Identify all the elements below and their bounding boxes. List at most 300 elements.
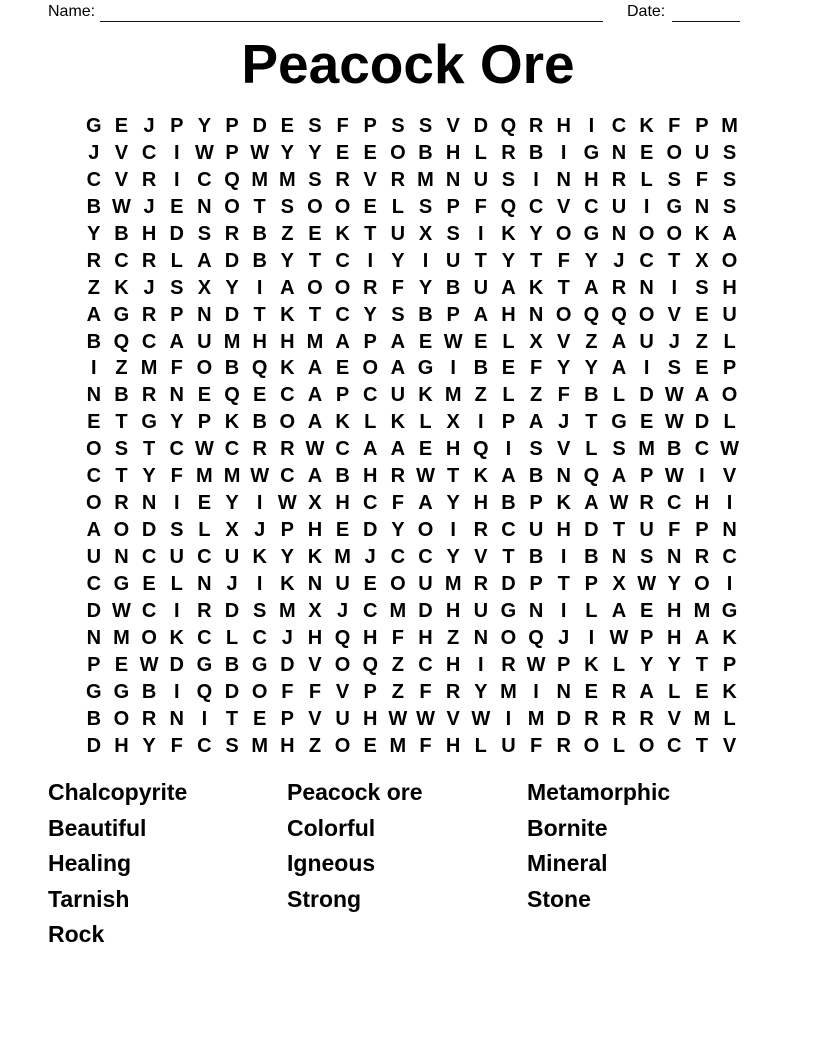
grid-letter-r20-c13: H xyxy=(418,626,433,649)
grid-letter-r4-c3: J xyxy=(143,195,155,218)
grid-letter-r4-c13: S xyxy=(418,195,433,218)
grid-letter-r22-c14: R xyxy=(445,680,461,703)
grid-letter-r19-c18: I xyxy=(560,599,567,622)
grid-letter-r2-c10: E xyxy=(335,141,350,164)
grid-letter-r1-c24: M xyxy=(721,115,738,137)
grid-letter-r20-c23: A xyxy=(694,626,710,649)
grid-letter-r2-c11: E xyxy=(363,141,377,164)
grid-letter-r10-c13: G xyxy=(417,357,434,380)
grid-letter-r17-c8: Y xyxy=(280,546,294,568)
grid-letter-r20-c14: Z xyxy=(447,626,460,649)
grid-letter-r9-c4: A xyxy=(169,330,184,353)
grid-letter-r22-c24: K xyxy=(722,680,737,703)
grid-letter-r24-c5: C xyxy=(197,734,212,757)
grid-letter-r10-c17: F xyxy=(529,357,543,380)
grid-letter-r5-c22: O xyxy=(666,222,683,245)
grid-letter-r16-c14: I xyxy=(450,519,456,542)
grid-letter-r24-c13: F xyxy=(419,734,432,757)
grid-letter-r3-c24: S xyxy=(722,168,737,191)
grid-letter-r3-c23: F xyxy=(695,168,709,191)
grid-letter-r21-c6: B xyxy=(224,653,240,676)
grid-letter-r11-c6: Q xyxy=(224,384,240,407)
grid-letter-r3-c8: M xyxy=(278,168,296,191)
grid-letter-r13-c6: C xyxy=(224,438,240,461)
grid-letter-r9-c18: V xyxy=(557,330,571,353)
grid-letter-r5-c2: B xyxy=(114,222,129,245)
grid-letter-r6-c4: L xyxy=(170,249,183,272)
grid-letter-r11-c11: C xyxy=(363,384,378,407)
grid-letter-r8-c5: N xyxy=(197,303,212,326)
grid-letter-r14-c1: C xyxy=(86,465,102,488)
grid-letter-r21-c23: T xyxy=(695,653,709,676)
grid-letter-r2-c13: B xyxy=(418,141,433,164)
grid-letter-r13-c20: S xyxy=(612,438,626,461)
grid-letter-r9-c9: M xyxy=(306,330,324,353)
grid-letter-r12-c19: T xyxy=(585,411,598,434)
grid-letter-r2-c16: R xyxy=(501,141,516,164)
grid-letter-r15-c19: A xyxy=(584,492,599,515)
grid-letter-r9-c7: H xyxy=(252,330,267,353)
grid-letter-r2-c12: O xyxy=(390,141,406,164)
grid-letter-r5-c23: K xyxy=(694,222,710,245)
grid-letter-r4-c24: S xyxy=(722,195,737,218)
grid-letter-r16-c5: L xyxy=(198,519,211,542)
grid-letter-r1-c8: E xyxy=(280,115,294,137)
grid-letter-r15-c14: Y xyxy=(446,492,460,515)
grid-letter-r13-c14: H xyxy=(445,438,461,461)
grid-letter-r16-c13: O xyxy=(417,519,434,542)
grid-letter-r14-c20: A xyxy=(611,465,627,488)
grid-letter-r9-c24: L xyxy=(723,330,736,353)
grid-letter-r18-c23: O xyxy=(694,572,710,595)
grid-letter-r15-c4: I xyxy=(173,492,180,515)
grid-letter-r15-c7: I xyxy=(256,492,263,515)
grid-letter-r24-c17: F xyxy=(529,734,543,757)
grid-letter-r10-c20: A xyxy=(611,357,627,380)
grid-letter-r18-c6: J xyxy=(226,572,238,595)
grid-letter-r16-c4: S xyxy=(170,519,184,542)
grid-letter-r12-c4: Y xyxy=(170,411,184,434)
grid-letter-r6-c22: T xyxy=(668,249,681,272)
grid-letter-r2-c14: H xyxy=(445,141,461,164)
grid-letter-r20-c18: J xyxy=(558,626,570,649)
grid-letter-r8-c3: R xyxy=(141,303,157,326)
grid-letter-r21-c18: P xyxy=(557,653,571,676)
grid-letter-r1-c19: I xyxy=(588,115,595,137)
word-list-column-3 xyxy=(527,775,766,953)
grid-letter-r6-c2: C xyxy=(114,249,129,272)
grid-letter-r20-c1: N xyxy=(86,626,102,649)
grid-letter-r9-c5: U xyxy=(197,330,212,353)
grid-letter-r17-c21: S xyxy=(639,546,654,568)
grid-letter-r7-c20: R xyxy=(611,276,627,299)
grid-letter-r5-c7: B xyxy=(252,222,267,245)
grid-letter-r21-c21: Y xyxy=(639,653,654,676)
grid-letter-r24-c2: H xyxy=(114,734,129,757)
grid-letter-r15-c6: Y xyxy=(225,492,239,515)
grid-letter-r2-c24: S xyxy=(722,141,737,164)
grid-letter-r4-c1: B xyxy=(86,195,102,218)
grid-letter-r8-c14: P xyxy=(446,303,460,326)
grid-letter-r18-c12: O xyxy=(390,572,406,595)
grid-letter-r10-c8: K xyxy=(280,357,295,380)
grid-letter-r5-c16: K xyxy=(501,222,516,245)
grid-letter-r20-c2: M xyxy=(113,626,130,649)
grid-letter-r16-c10: E xyxy=(335,519,350,542)
grid-letter-r23-c14: V xyxy=(446,707,460,730)
grid-letter-r3-c18: N xyxy=(556,168,571,191)
grid-letter-r11-c2: B xyxy=(114,384,129,407)
grid-letter-r21-c16: R xyxy=(501,653,516,676)
grid-letter-r16-c3: D xyxy=(141,519,157,542)
grid-letter-r2-c1: J xyxy=(88,141,100,164)
grid-letter-r22-c1: G xyxy=(86,680,102,703)
grid-letter-r3-c22: S xyxy=(667,168,681,191)
grid-letter-r15-c11: C xyxy=(363,492,378,515)
grid-letter-r14-c2: T xyxy=(115,465,128,488)
grid-letter-r21-c8: D xyxy=(280,653,295,676)
grid-letter-r23-c21: R xyxy=(639,707,654,730)
grid-letter-r10-c4: F xyxy=(170,357,183,380)
grid-letter-r9-c3: C xyxy=(141,330,157,353)
grid-letter-r23-c24: L xyxy=(723,707,736,730)
grid-letter-r15-c18: K xyxy=(556,492,571,515)
grid-letter-r17-c14: Y xyxy=(446,546,460,568)
grid-letter-r8-c12: S xyxy=(391,303,405,326)
grid-letter-r10-c12: A xyxy=(390,357,406,380)
grid-letter-r6-c16: Y xyxy=(501,249,516,272)
grid-letter-r23-c3: R xyxy=(141,707,157,730)
grid-letter-r23-c8: P xyxy=(280,707,294,730)
grid-letter-r8-c2: G xyxy=(113,303,130,326)
grid-letter-r12-c5: P xyxy=(197,411,212,434)
grid-letter-r4-c8: S xyxy=(280,195,294,218)
word-item: Colorful xyxy=(287,814,376,841)
grid-letter-r14-c8: C xyxy=(280,465,295,488)
grid-letter-r12-c22: W xyxy=(664,411,684,434)
grid-letter-r1-c23: P xyxy=(695,115,709,137)
grid-letter-r22-c13: F xyxy=(419,680,432,703)
grid-letter-r11-c12: U xyxy=(390,384,406,407)
word-item: Igneous xyxy=(287,850,376,877)
grid-letter-r19-c2: W xyxy=(112,599,131,622)
grid-letter-r10-c19: Y xyxy=(584,357,599,380)
grid-letter-r12-c20: G xyxy=(611,411,627,434)
grid-letter-r8-c4: P xyxy=(170,303,184,326)
grid-letter-r23-c10: U xyxy=(335,707,350,730)
grid-letter-r24-c14: H xyxy=(445,734,461,757)
grid-letter-r22-c6: D xyxy=(224,680,240,703)
grid-letter-r5-c11: T xyxy=(364,222,377,245)
grid-letter-r5-c21: O xyxy=(638,222,655,245)
grid-letter-r22-c21: A xyxy=(639,680,654,703)
grid-letter-r8-c23: E xyxy=(695,303,709,326)
grid-letter-r8-c18: O xyxy=(555,303,572,326)
grid-letter-r23-c4: N xyxy=(169,707,184,730)
grid-letter-r7-c12: F xyxy=(391,276,404,299)
grid-letter-r5-c9: E xyxy=(308,222,322,245)
grid-letter-r23-c1: B xyxy=(86,707,102,730)
grid-letter-r24-c6: S xyxy=(225,734,239,757)
grid-letter-r17-c3: C xyxy=(141,546,157,568)
grid-letter-r4-c17: C xyxy=(528,195,544,218)
grid-letter-r21-c14: H xyxy=(445,653,461,676)
grid-letter-r12-c3: G xyxy=(141,411,157,434)
grid-letter-r11-c13: K xyxy=(418,384,433,407)
word-item: Healing xyxy=(48,850,132,877)
grid-letter-r4-c12: L xyxy=(391,195,404,218)
grid-letter-r19-c22: H xyxy=(667,599,682,622)
grid-letter-r19-c12: M xyxy=(389,599,407,622)
grid-letter-r23-c11: H xyxy=(363,707,378,730)
grid-letter-r18-c21: W xyxy=(637,572,657,595)
grid-letter-r24-c19: O xyxy=(583,734,600,757)
grid-letter-r13-c24: W xyxy=(720,438,739,461)
grid-letter-r20-c15: N xyxy=(473,626,489,649)
grid-letter-r17-c12: C xyxy=(390,546,406,568)
grid-letter-r1-c3: J xyxy=(143,115,155,137)
grid-letter-r17-c22: N xyxy=(667,546,682,568)
grid-letter-r23-c9: V xyxy=(308,707,322,730)
grid-letter-r15-c15: H xyxy=(473,492,489,515)
grid-letter-r20-c21: P xyxy=(639,626,654,649)
grid-letter-r1-c12: S xyxy=(391,115,405,137)
grid-letter-r13-c23: C xyxy=(694,438,710,461)
grid-letter-r17-c17: B xyxy=(528,546,544,568)
grid-letter-r5-c8: Z xyxy=(281,222,294,245)
name-label: Name: xyxy=(48,3,96,20)
grid-letter-r24-c16: U xyxy=(501,734,516,757)
grid-letter-r2-c2: V xyxy=(114,141,129,164)
grid-letter-r4-c7: T xyxy=(253,195,266,218)
grid-letter-r7-c24: H xyxy=(722,276,737,299)
grid-letter-r12-c9: A xyxy=(307,411,323,434)
grid-letter-r3-c14: N xyxy=(445,168,461,191)
grid-letter-r22-c22: L xyxy=(668,680,681,703)
grid-letter-r22-c23: E xyxy=(695,680,709,703)
grid-letter-r8-c13: B xyxy=(418,303,433,326)
grid-letter-r9-c14: W xyxy=(443,330,463,353)
grid-letter-r13-c21: M xyxy=(638,438,655,461)
grid-letter-r3-c11: V xyxy=(363,168,377,191)
grid-letter-r8-c17: N xyxy=(528,303,544,326)
word-item: Bornite xyxy=(527,814,608,841)
grid-letter-r13-c8: R xyxy=(280,438,295,461)
grid-letter-r11-c20: L xyxy=(612,384,626,407)
grid-letter-r1-c2: E xyxy=(114,115,129,137)
grid-letter-r6-c23: X xyxy=(695,249,709,272)
grid-letter-r4-c14: P xyxy=(446,195,460,218)
grid-letter-r14-c21: P xyxy=(639,465,654,488)
grid-letter-r7-c4: S xyxy=(170,276,184,299)
grid-letter-r18-c16: D xyxy=(501,572,516,595)
grid-letter-r6-c14: U xyxy=(445,249,461,272)
grid-letter-r14-c12: R xyxy=(390,465,406,488)
grid-letter-r19-c1: D xyxy=(86,599,102,622)
grid-letter-r1-c17: R xyxy=(528,115,544,137)
grid-letter-r12-c15: I xyxy=(478,411,484,434)
grid-letter-r3-c19: H xyxy=(584,168,599,191)
grid-letter-r21-c1: P xyxy=(87,653,101,676)
grid-letter-r4-c22: G xyxy=(666,195,683,218)
grid-letter-r22-c12: Z xyxy=(391,680,404,703)
grid-letter-r13-c22: B xyxy=(667,438,682,461)
grid-letter-r15-c3: N xyxy=(141,492,157,515)
grid-letter-r14-c10: B xyxy=(335,465,350,488)
grid-letter-r8-c22: V xyxy=(667,303,681,326)
grid-letter-r19-c11: C xyxy=(363,599,378,622)
grid-letter-r12-c17: A xyxy=(528,411,544,434)
grid-letter-r21-c10: O xyxy=(334,653,351,676)
word-item: Stone xyxy=(527,885,591,912)
grid-letter-r9-c15: E xyxy=(474,330,488,353)
grid-letter-r6-c18: F xyxy=(557,249,570,272)
grid-letter-r17-c7: K xyxy=(252,546,267,568)
grid-letter-r6-c19: Y xyxy=(584,249,599,272)
grid-letter-r20-c11: H xyxy=(363,626,378,649)
grid-letter-r8-c20: Q xyxy=(611,303,627,326)
grid-letter-r5-c18: O xyxy=(555,222,572,245)
grid-letter-r16-c15: R xyxy=(473,519,489,542)
grid-letter-r21-c3: W xyxy=(139,653,159,676)
grid-letter-r4-c21: I xyxy=(643,195,650,218)
grid-letter-r11-c21: D xyxy=(639,384,654,407)
grid-letter-r13-c2: S xyxy=(114,438,129,461)
grid-letter-r24-c18: R xyxy=(556,734,571,757)
grid-letter-r10-c11: O xyxy=(362,357,378,380)
grid-letter-r14-c18: N xyxy=(556,465,571,488)
grid-letter-r9-c8: H xyxy=(280,330,295,353)
grid-letter-r21-c9: V xyxy=(308,653,322,676)
grid-letter-r22-c7: O xyxy=(251,680,268,703)
grid-letter-r10-c7: Q xyxy=(251,357,268,380)
grid-letter-r23-c19: R xyxy=(584,707,599,730)
grid-letter-r11-c22: W xyxy=(664,384,684,407)
grid-letter-r16-c22: F xyxy=(668,519,681,542)
puzzle-title: Peacock Ore xyxy=(241,33,575,95)
grid-letter-r16-c9: H xyxy=(307,519,323,542)
grid-letter-r21-c13: C xyxy=(418,653,433,676)
grid-letter-r9-c6: M xyxy=(223,330,241,353)
word-item: Metamorphic xyxy=(527,779,671,805)
grid-letter-r4-c9: O xyxy=(307,195,323,218)
grid-letter-r20-c5: C xyxy=(197,626,212,649)
grid-letter-r23-c6: T xyxy=(225,707,239,730)
grid-letter-r1-c9: S xyxy=(308,115,322,137)
grid-letter-r11-c3: R xyxy=(141,384,157,407)
grid-letter-r8-c8: K xyxy=(280,303,295,326)
grid-letter-r16-c21: U xyxy=(639,519,654,542)
grid-letter-r20-c6: L xyxy=(225,626,239,649)
grid-letter-r7-c7: I xyxy=(256,276,263,299)
grid-letter-r12-c2: T xyxy=(115,411,128,434)
grid-letter-r22-c17: I xyxy=(533,680,539,703)
grid-letter-r7-c8: A xyxy=(280,276,295,299)
grid-letter-r12-c18: J xyxy=(558,411,570,434)
grid-letter-r16-c12: Y xyxy=(391,519,405,542)
word-item: Mineral xyxy=(527,850,608,877)
grid-letter-r22-c9: F xyxy=(308,680,322,703)
grid-letter-r14-c24: V xyxy=(722,465,737,488)
word-item: Chalcopyrite xyxy=(48,779,188,805)
grid-letter-r19-c5: R xyxy=(197,599,212,622)
grid-letter-r21-c19: K xyxy=(584,653,599,676)
grid-letter-r12-c10: K xyxy=(335,411,350,434)
grid-letter-r1-c13: S xyxy=(418,115,433,137)
grid-letter-r11-c18: F xyxy=(557,384,570,407)
grid-letter-r21-c15: I xyxy=(478,653,484,676)
grid-letter-r18-c8: K xyxy=(280,572,295,595)
grid-letter-r8-c24: U xyxy=(722,303,737,326)
grid-letter-r13-c3: T xyxy=(142,438,156,461)
grid-letter-r12-c13: L xyxy=(419,411,432,434)
grid-letter-r5-c19: G xyxy=(583,222,600,245)
grid-letter-r11-c8: C xyxy=(280,384,295,407)
grid-letter-r2-c9: Y xyxy=(308,141,322,164)
grid-letter-r22-c18: N xyxy=(556,680,571,703)
grid-letter-r13-c10: C xyxy=(335,438,350,461)
grid-letter-r17-c5: C xyxy=(197,546,212,568)
grid-letter-r1-c14: V xyxy=(446,115,460,137)
grid-letter-r7-c1: Z xyxy=(87,276,100,299)
grid-letter-r18-c2: G xyxy=(113,572,130,595)
grid-letter-r18-c5: N xyxy=(197,572,212,595)
grid-letter-r7-c14: B xyxy=(445,276,461,299)
grid-letter-r8-c7: T xyxy=(253,303,266,326)
grid-letter-r24-c1: D xyxy=(86,734,102,757)
grid-letter-r17-c15: V xyxy=(474,546,488,568)
grid-letter-r5-c14: S xyxy=(446,222,460,245)
grid-letter-r15-c21: R xyxy=(639,492,654,515)
grid-letter-r12-c7: B xyxy=(252,411,267,434)
grid-letter-r1-c6: P xyxy=(225,115,239,137)
grid-letter-r2-c21: E xyxy=(639,141,654,164)
grid-letter-r16-c7: J xyxy=(254,519,266,542)
grid-letter-r11-c24: O xyxy=(721,384,738,407)
grid-letter-r8-c1: A xyxy=(86,303,102,326)
grid-letter-r3-c16: S xyxy=(501,168,516,191)
letter-grid xyxy=(80,113,743,760)
grid-letter-r1-c21: K xyxy=(639,115,654,137)
grid-letter-r9-c21: U xyxy=(639,330,654,353)
grid-letter-r7-c17: K xyxy=(528,276,544,299)
grid-letter-r9-c1: B xyxy=(86,330,102,353)
grid-letter-r24-c20: L xyxy=(612,734,626,757)
grid-letter-r14-c22: W xyxy=(664,465,684,488)
date-label: Date: xyxy=(627,3,666,20)
grid-letter-r7-c3: J xyxy=(143,276,155,299)
word-list xyxy=(48,775,766,953)
grid-letter-r3-c4: I xyxy=(173,168,180,191)
grid-letter-r16-c2: O xyxy=(113,519,130,542)
grid-letter-r12-c23: D xyxy=(694,411,710,434)
name-blank-line xyxy=(100,2,603,22)
grid-letter-r17-c4: U xyxy=(169,546,184,568)
grid-letter-r3-c2: V xyxy=(114,168,129,191)
grid-letter-r7-c23: S xyxy=(695,276,709,299)
grid-letter-r2-c22: O xyxy=(666,141,683,164)
grid-letter-r24-c12: M xyxy=(389,734,407,757)
grid-letter-r15-c10: H xyxy=(335,492,350,515)
grid-letter-r20-c7: C xyxy=(252,626,267,649)
grid-letter-r23-c16: I xyxy=(505,707,512,730)
grid-letter-r6-c13: I xyxy=(422,249,429,272)
grid-letter-r6-c17: T xyxy=(529,249,543,272)
grid-letter-r17-c19: B xyxy=(584,546,599,568)
grid-letter-r22-c2: G xyxy=(113,680,130,703)
grid-letter-r19-c17: N xyxy=(528,599,544,622)
grid-letter-r14-c19: Q xyxy=(583,465,600,488)
